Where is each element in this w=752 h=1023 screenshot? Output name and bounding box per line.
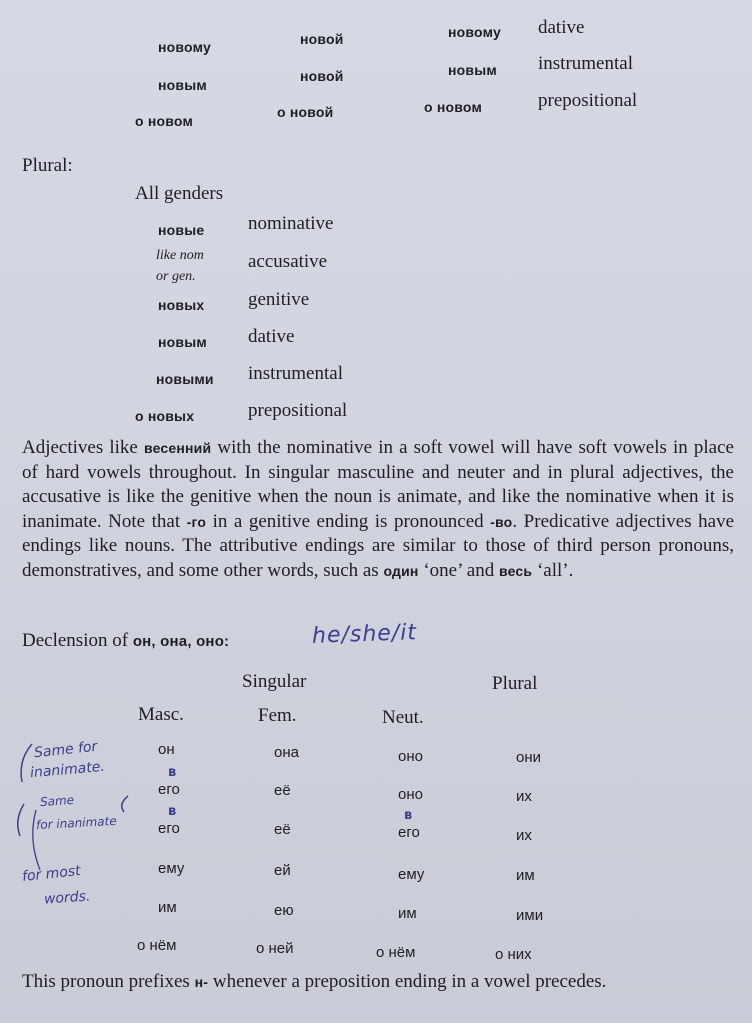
para-text-1: Adjectives like xyxy=(22,437,144,458)
pron-r1-neut: оно xyxy=(398,748,423,765)
pl-gen-form: новых xyxy=(158,297,205,313)
sg-instr-case: instrumental xyxy=(538,53,633,74)
sg-prep-fem: о новой xyxy=(277,104,334,120)
para-word-vo: -во xyxy=(490,513,513,530)
pl-acc-form: like nom xyxy=(156,248,204,263)
pencil-mark-2: в xyxy=(168,804,177,819)
para-word-ves: весь xyxy=(498,562,533,579)
margin-note-for-inanimate: for inanimate xyxy=(35,813,117,833)
pl-nom-form: новые xyxy=(158,222,205,238)
pron-r1-masc: он xyxy=(158,741,175,758)
footer-text-2: whenever a preposition ending in a vowel precedes. xyxy=(208,971,607,992)
pl-dat-form: новым xyxy=(158,334,207,350)
sg-prep-neut: о новом xyxy=(424,99,482,115)
pron-r4-neut: ему xyxy=(398,866,425,883)
pl-gen-case: genitive xyxy=(248,289,310,310)
pron-r3-fem: её xyxy=(274,821,291,838)
declension-title xyxy=(22,630,229,652)
para-text-4: . Predicative adjectives have endings like nouns. The attributive endings are similar to those of third person pronouns, demonstratives, and some other words, such as xyxy=(22,510,734,581)
margin-note-words: words. xyxy=(43,888,91,908)
para-word-go: -го xyxy=(186,513,207,530)
pron-r5-neut: им xyxy=(398,905,417,922)
sg-dative-masc: новому xyxy=(158,39,211,55)
declension-title-words: он, она, оно: xyxy=(132,633,230,650)
pron-r1-plural: они xyxy=(516,749,542,766)
sg-instr-masc: новым xyxy=(158,77,207,93)
sg-dative-neut: новому xyxy=(448,24,501,40)
pron-r2-plural: их xyxy=(516,788,532,805)
footer-text-1: This pronoun prefixes xyxy=(22,971,195,992)
pron-r3-plural: их xyxy=(516,827,532,844)
pencil-mark-1: в xyxy=(168,765,177,780)
pron-r6-fem: о ней xyxy=(256,940,294,957)
para-text-2: with the nominative in a soft vowel will have soft vowels in place of hard vowels throughout. In singular masculine and neuter and in plural adjectives, the accusative is like the genitive when the noun is animate, and like the nominative when it is inanimate. Note that xyxy=(22,437,734,532)
plural-label: Plural xyxy=(492,673,538,694)
margin-note-same-for: Same for xyxy=(33,738,99,762)
margin-note-inanimate: inanimate. xyxy=(29,758,106,782)
para-text-5: ‘one’ and xyxy=(418,559,499,581)
pl-prep-case: prepositional xyxy=(248,400,348,421)
sg-instr-neut: новым xyxy=(448,62,497,78)
handwritten-he-she-it: he/she/it xyxy=(311,620,418,649)
pron-r2-fem: её xyxy=(274,782,291,799)
pron-r5-fem: ею xyxy=(274,902,294,919)
pron-r4-plural: им xyxy=(516,867,535,884)
sg-prep-masc: о новом xyxy=(135,113,193,129)
pencil-mark-3: в xyxy=(404,808,413,823)
para-word-vesenniy: весенний xyxy=(143,440,212,456)
pron-r3-masc: его xyxy=(158,820,180,837)
para-text-6: ‘all’. xyxy=(532,559,574,581)
singular-label: Singular xyxy=(242,671,307,692)
margin-note-same: Same xyxy=(39,792,75,810)
pron-r2-neut: оно xyxy=(398,786,423,803)
pron-r5-masc: им xyxy=(158,899,177,916)
sg-prep-case: prepositional xyxy=(538,90,638,111)
masc-label: Masc. xyxy=(138,704,184,725)
pron-r6-plural: о них xyxy=(495,946,532,963)
para-text-3: in a genitive ending is pronounced xyxy=(206,510,491,532)
pron-r5-plural: ими xyxy=(516,907,544,924)
margin-note-for-most: for most xyxy=(21,862,82,886)
pron-r6-masc: о нём xyxy=(137,937,177,954)
pl-prep-form: о новых xyxy=(135,408,195,424)
body-paragraph xyxy=(22,436,734,583)
margin-bracket-strokes xyxy=(10,740,150,910)
sg-dative-fem: новой xyxy=(300,31,344,47)
pl-nom-case: nominative xyxy=(248,213,334,234)
plural-subheading: All genders xyxy=(135,183,224,204)
neut-label: Neut. xyxy=(382,707,424,728)
pron-r3-neut: его xyxy=(398,824,420,841)
para-word-odin: один xyxy=(383,562,419,579)
pl-acc-case: accusative xyxy=(248,251,328,272)
pl-acc-form2: or gen. xyxy=(156,269,196,284)
footer-word-n: н- xyxy=(194,974,209,990)
pron-r1-fem: она xyxy=(274,744,299,761)
plural-heading: Plural: xyxy=(22,155,73,176)
pron-r2-masc: его xyxy=(158,781,180,798)
pron-r6-neut: о нём xyxy=(376,944,416,961)
pl-instr-case: instrumental xyxy=(248,363,343,384)
declension-title-text: Declension of xyxy=(22,630,133,651)
pron-r4-fem: ей xyxy=(274,862,291,879)
pl-dat-case: dative xyxy=(248,326,295,347)
fem-label: Fem. xyxy=(258,705,297,726)
pl-instr-form: новыми xyxy=(156,371,214,387)
footer-line xyxy=(22,971,606,993)
pron-r4-masc: ему xyxy=(158,860,185,877)
sg-dative-case: dative xyxy=(538,17,585,38)
sg-instr-fem: новой xyxy=(300,68,344,84)
